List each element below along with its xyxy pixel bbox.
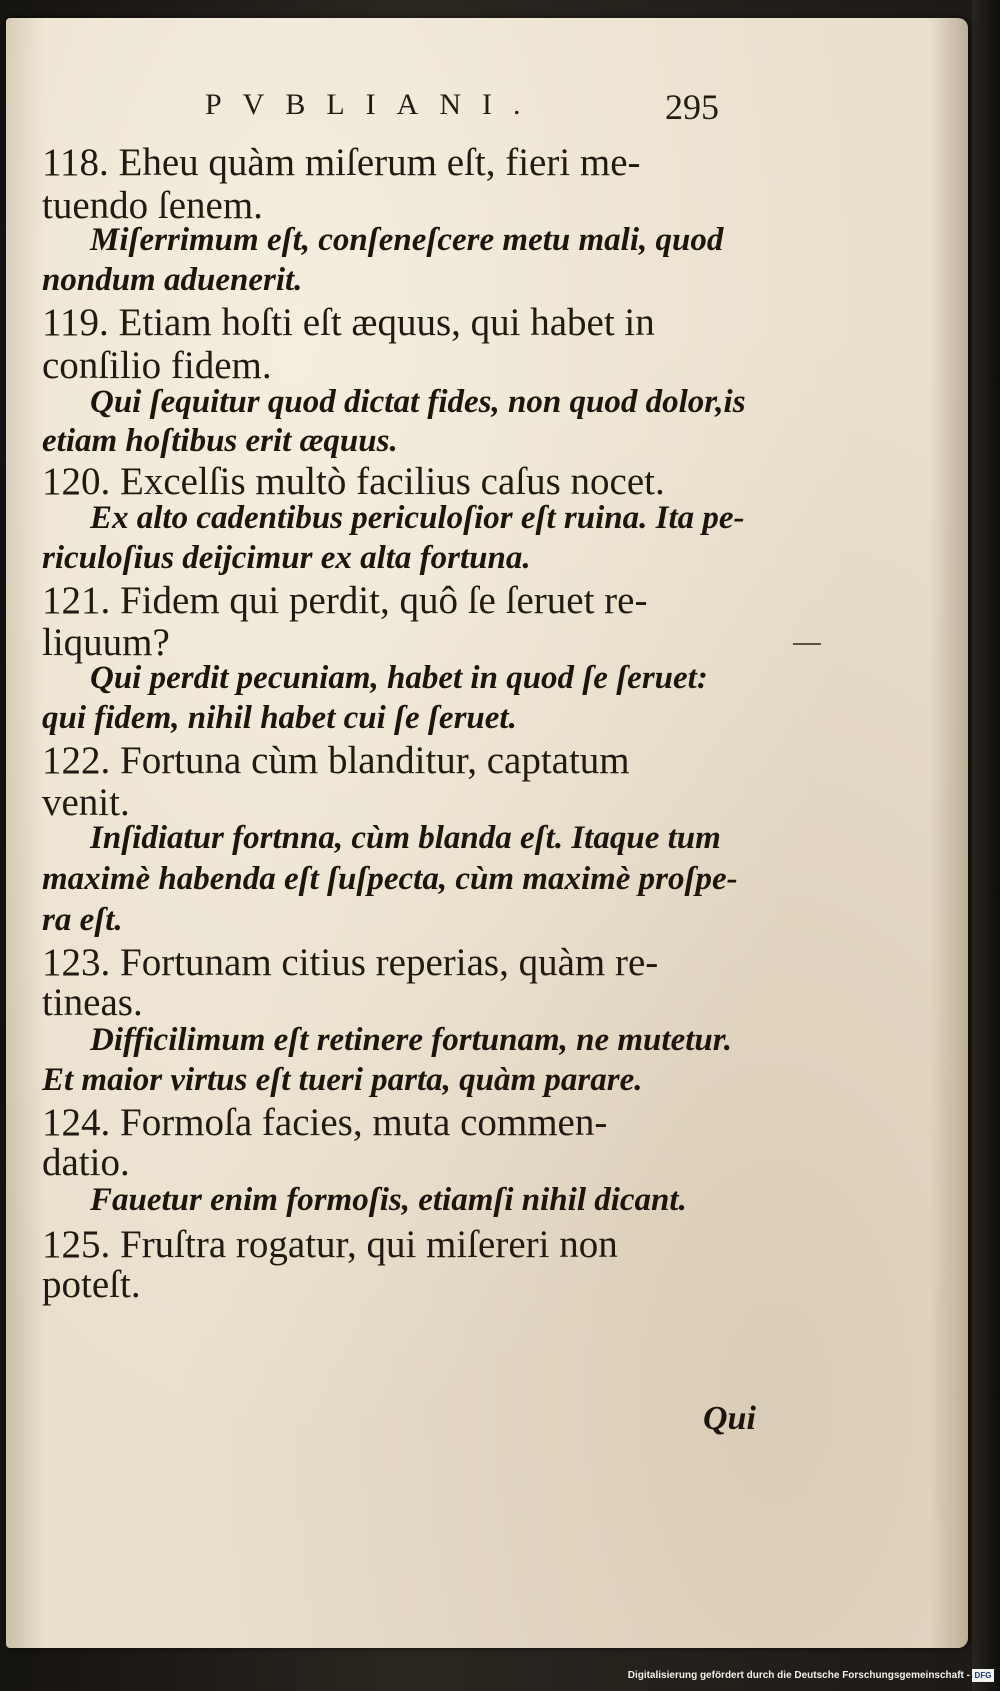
commentary-line: Qui ſequitur quod dictat fides, non quod dolor,is xyxy=(90,384,746,420)
footer-credit: Digitalisierung gefördert durch die Deutsche Forschungsgemeinschaft - xyxy=(627,1670,970,1681)
page-number: 295 xyxy=(665,87,719,127)
text-line: 123. Fortunam citius reperias, quàm re- xyxy=(42,941,659,984)
text-line: datio. xyxy=(42,1141,130,1184)
running-head: PVBLIANI. xyxy=(205,88,542,121)
text-line: poteſt. xyxy=(42,1263,141,1306)
commentary-line: nondum aduenerit. xyxy=(42,262,303,298)
commentary-line: qui fidem, nihil habet cui ſe ſeruet. xyxy=(42,700,517,736)
scan-edge xyxy=(972,0,1000,1691)
text-line: liquum? xyxy=(42,621,170,664)
text-line: tuendo ſenem. xyxy=(42,184,263,227)
commentary-line: riculoſius deijcimur ex alta fortuna. xyxy=(42,540,531,576)
text-line: tineas. xyxy=(42,981,143,1024)
text-line: 124. Formoſa facies, muta commen- xyxy=(42,1101,608,1144)
commentary-line: Et maior virtus eſt tueri parta, quàm parare. xyxy=(42,1062,643,1098)
text-line: 120. Excelſis multò facilius caſus nocet. xyxy=(42,460,665,503)
commentary-line: ra eſt. xyxy=(42,902,123,938)
text-line: 118. Eheu quàm miſerum eſt, fieri me- xyxy=(42,141,641,184)
footer-badge: DFG xyxy=(972,1669,994,1682)
commentary-line: maximè habenda eſt ſuſpecta, cùm maximè proſpe- xyxy=(42,861,738,897)
commentary-line: Difficilimum eſt retinere fortunam, ne mutetur. xyxy=(90,1022,733,1058)
margin-mark xyxy=(793,643,821,645)
commentary-line: etiam hoſtibus erit æquus. xyxy=(42,423,398,459)
commentary-line: Ex alto cadentibus periculoſior eſt ruina. Ita pe- xyxy=(90,500,745,536)
text-line: 122. Fortuna cùm blanditur, captatum xyxy=(42,739,630,782)
text-line: 121. Fidem qui perdit, quô ſe ſeruet re- xyxy=(42,579,648,622)
text-line: conſilio fidem. xyxy=(42,344,272,387)
text-line: 119. Etiam hoſti eſt æquus, qui habet in xyxy=(42,301,655,344)
text-line: 125. Fruſtra rogatur, qui miſereri non xyxy=(42,1223,618,1266)
commentary-line: Inſidiatur fortnna, cùm blanda eſt. Itaque tum xyxy=(90,820,721,856)
text-line: venit. xyxy=(42,781,130,824)
commentary-line: Qui perdit pecuniam, habet in quod ſe ſeruet: xyxy=(90,660,708,696)
commentary-line: Fauetur enim formoſis, etiamſi nihil dicant. xyxy=(90,1182,687,1218)
catchword: Qui xyxy=(703,1400,756,1437)
commentary-line: Miſerrimum eſt, conſeneſcere metu mali, quod xyxy=(90,222,724,258)
